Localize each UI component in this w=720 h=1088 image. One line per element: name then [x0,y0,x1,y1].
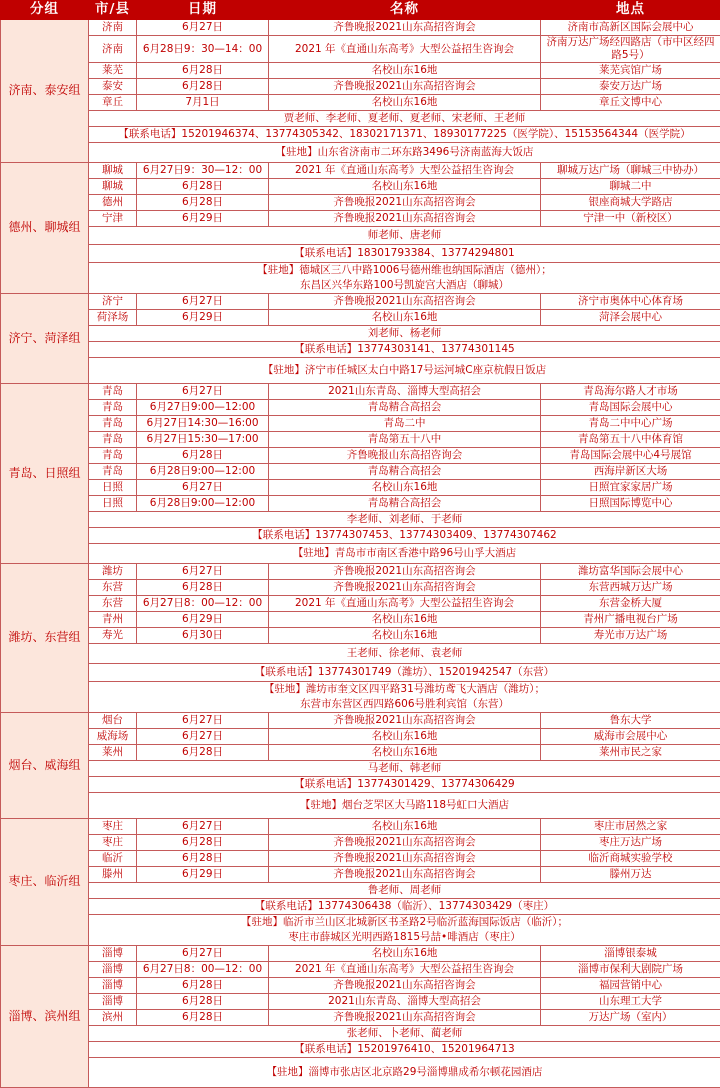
venue-cell: 临沂商城实验学校 [541,851,720,867]
table-row [1,310,720,326]
header-city: 市/县 [89,1,137,20]
phone-row [1,342,720,358]
contacts-row [1,761,720,777]
date-cell: 6月27日 [137,480,269,496]
venue-cell: 青岛国际会展中心4号展馆 [541,448,720,464]
header-group: 分组 [1,1,89,20]
event-name-cell: 齐鲁晚报2021山东高招咨询会 [269,978,541,994]
contact-phones: 【联系电话】13774307453、13774303409、13774307462 [89,528,720,544]
address-line: 东营市东营区西四路606号胜利宾馆（东营） [91,697,718,712]
city-cell: 聊城 [89,179,137,195]
group-name: 枣庄、临沂组 [1,819,89,946]
address-line: 【驻地】济宁市任城区太白中路17号运河城C座京杭假日饭店 [91,363,718,378]
date-cell: 6月29日 [137,310,269,326]
table-row [1,63,720,79]
event-name-cell: 青岛精合高招会 [269,464,541,480]
date-cell: 6月27日 [137,564,269,580]
header-date: 日期 [137,1,269,20]
event-name-cell: 齐鲁晚报2021山东高招咨询会 [269,580,541,596]
city-cell: 威海场 [89,729,137,745]
date-cell: 6月27日 [137,384,269,400]
table-row [1,95,720,111]
address-line: 【驻地】烟台芝罘区大马路118号虹口大酒店 [91,798,718,813]
schedule-body [1,20,720,1088]
table-row [1,580,720,596]
address-line: 东昌区兴华东路100号凯旋宫大酒店（聊城） [91,278,718,293]
city-cell: 德州 [89,195,137,211]
city-cell: 泰安 [89,79,137,95]
city-cell: 莱州 [89,745,137,761]
table-row [1,20,720,36]
date-cell: 7月1日 [137,95,269,111]
venue-cell: 东营金桥大厦 [541,596,720,612]
city-cell: 淄博 [89,946,137,962]
address-line: 【驻地】德城区三八中路1006号德州维也纳国际酒店（德州）； [91,263,718,278]
address [89,1058,720,1088]
event-name-cell: 齐鲁晚报2021山东高招咨询会 [269,211,541,227]
date-cell: 6月28日 [137,835,269,851]
venue-cell: 莱芜宾馆广场 [541,63,720,79]
group-name: 潍坊、东营组 [1,564,89,713]
venue-cell: 万达广场（室内） [541,1010,720,1026]
date-cell: 6月28日 [137,994,269,1010]
date-cell: 6月28日 [137,851,269,867]
venue-cell: 青岛第五十八中体育馆 [541,432,720,448]
date-cell: 6月28日 [137,195,269,211]
event-name-cell: 名校山东16地 [269,95,541,111]
venue-cell: 宁津一中（新校区） [541,211,720,227]
event-name-cell: 2021 年《直通山东高考》大型公益招生咨询会 [269,596,541,612]
address-line: 枣庄市薛城区光明西路1815号喆•啡酒店（枣庄） [91,930,718,945]
date-cell: 6月28日9:00—12:00 [137,464,269,480]
venue-cell: 日照宜家家居广场 [541,480,720,496]
city-cell: 日照 [89,480,137,496]
table-row [1,628,720,644]
venue-cell: 福园营销中心 [541,978,720,994]
teachers: 王老师、徐老师、袁老师 [89,644,720,664]
group-name: 青岛、日照组 [1,384,89,564]
table-row [1,496,720,512]
date-cell: 6月27日 [137,713,269,729]
contact-phones: 【联系电话】13774306438（临沂）、13774303429（枣庄） [89,899,720,915]
address [89,143,720,163]
date-cell: 6月29日 [137,612,269,628]
event-name-cell: 名校山东16地 [269,63,541,79]
venue-cell: 淄博银泰城 [541,946,720,962]
venue-cell: 鲁东大学 [541,713,720,729]
phone-row [1,528,720,544]
contacts-row [1,111,720,127]
table-row [1,835,720,851]
city-cell: 东营 [89,580,137,596]
date-cell: 6月28日 [137,63,269,79]
city-cell: 烟台 [89,713,137,729]
contact-phones: 【联系电话】15201976410、15201964713 [89,1042,720,1058]
city-cell: 青州 [89,612,137,628]
city-cell: 济宁 [89,294,137,310]
city-cell: 章丘 [89,95,137,111]
venue-cell: 青岛二中中心广场 [541,416,720,432]
venue-cell: 潍坊富华国际会展中心 [541,564,720,580]
table-row [1,978,720,994]
contacts-row [1,883,720,899]
table-row [1,1010,720,1026]
date-cell: 6月28日 [137,179,269,195]
table-row [1,400,720,416]
address-line: 【驻地】青岛市市南区香港中路96号山孚大酒店 [91,546,718,561]
table-row [1,596,720,612]
table-row [1,179,720,195]
event-name-cell: 青岛精合高招会 [269,496,541,512]
date-cell: 6月27日9:00—12:00 [137,400,269,416]
event-name-cell: 齐鲁晚报2021山东高招咨询会 [269,195,541,211]
table-row [1,480,720,496]
address-row [1,793,720,819]
address-row [1,143,720,163]
phone-row [1,1042,720,1058]
event-name-cell: 名校山东16地 [269,612,541,628]
date-cell: 6月27日 [137,20,269,36]
event-name-cell: 名校山东16地 [269,819,541,835]
event-name-cell: 青岛二中 [269,416,541,432]
venue-cell: 莱州市民之家 [541,745,720,761]
city-cell: 寿光 [89,628,137,644]
venue-cell: 青州广播电视台广场 [541,612,720,628]
venue-cell: 枣庄市居然之家 [541,819,720,835]
table-row [1,416,720,432]
contact-phones: 【联系电话】13774303141、13774301145 [89,342,720,358]
city-cell: 宁津 [89,211,137,227]
contact-phones: 【联系电话】18301793384、13774294801 [89,245,720,263]
table-row [1,195,720,211]
city-cell: 枣庄 [89,835,137,851]
date-cell: 6月28日 [137,745,269,761]
address-row [1,682,720,713]
date-cell: 6月27日15:30—17:00 [137,432,269,448]
event-name-cell: 齐鲁晚报2021山东高招咨询会 [269,20,541,36]
contacts-row [1,1026,720,1042]
venue-cell: 济南市高新区国际会展中心 [541,20,720,36]
venue-cell: 威海市会展中心 [541,729,720,745]
event-name-cell: 2021 年《直通山东高考》大型公益招生咨询会 [269,36,541,63]
event-name-cell: 名校山东16地 [269,628,541,644]
date-cell: 6月28日9:00—12:00 [137,496,269,512]
table-row [1,294,720,310]
group-name: 济宁、菏泽组 [1,294,89,384]
city-cell: 青岛 [89,432,137,448]
phone-row [1,127,720,143]
venue-cell: 日照国际博览中心 [541,496,720,512]
date-cell: 6月27日14:30—16:00 [137,416,269,432]
venue-cell: 西海岸新区大场 [541,464,720,480]
address-row [1,544,720,564]
event-name-cell: 名校山东16地 [269,310,541,326]
contacts-row [1,227,720,245]
city-cell: 东营 [89,596,137,612]
event-name-cell: 2021山东青岛、淄博大型高招会 [269,384,541,400]
contact-phones: 【联系电话】15201946374、13774305342、18302171371、18930177225（医学院）、15153564344（医学院） [89,127,720,143]
table-row [1,36,720,63]
teachers: 马老师、韩老师 [89,761,720,777]
date-cell: 6月29日 [137,211,269,227]
table-row [1,384,720,400]
address-line: 【驻地】淄博市张店区北京路29号淄博鼎成希尔顿花园酒店 [91,1065,718,1080]
event-name-cell: 齐鲁晚报2021山东高招咨询会 [269,713,541,729]
table-row [1,448,720,464]
event-name-cell: 2021 年《直通山东高考》大型公益招生咨询会 [269,163,541,179]
event-name-cell: 齐鲁晚报2021山东高招咨询会 [269,835,541,851]
teachers: 李老师、刘老师、于老师 [89,512,720,528]
table-row [1,745,720,761]
city-cell: 济南 [89,20,137,36]
table-row [1,994,720,1010]
venue-cell: 滕州万达 [541,867,720,883]
date-cell: 6月27日8：00—12：00 [137,596,269,612]
date-cell: 6月27日 [137,294,269,310]
address-line: 【驻地】临沂市兰山区北城新区书圣路2号临沂蓝海国际饭店（临沂）； [91,915,718,930]
date-cell: 6月28日9：30—14：00 [137,36,269,63]
event-name-cell: 2021 年《直通山东高考》大型公益招生咨询会 [269,962,541,978]
event-name-cell: 名校山东16地 [269,946,541,962]
venue-cell: 泰安万达广场 [541,79,720,95]
city-cell: 日照 [89,496,137,512]
event-name-cell: 名校山东16地 [269,745,541,761]
teachers: 刘老师、杨老师 [89,326,720,342]
event-name-cell: 2021山东青岛、淄博大型高招会 [269,994,541,1010]
phone-row [1,664,720,682]
table-row [1,729,720,745]
city-cell: 淄博 [89,962,137,978]
table-row [1,79,720,95]
contact-phones: 【联系电话】13774301429、13774306429 [89,777,720,793]
event-name-cell: 齐鲁晚报2021山东高招咨询会 [269,79,541,95]
venue-cell: 山东理工大学 [541,994,720,1010]
city-cell: 临沂 [89,851,137,867]
venue-cell: 章丘文博中心 [541,95,720,111]
venue-cell: 济南万达广场经四路店（市中区经四路5号） [541,36,720,63]
date-cell: 6月28日 [137,978,269,994]
city-cell: 淄博 [89,978,137,994]
header-location: 地点 [541,1,720,20]
venue-cell: 聊城二中 [541,179,720,195]
date-cell: 6月27日 [137,729,269,745]
address [89,793,720,819]
address [89,263,720,294]
event-name-cell: 齐鲁晚报2021山东高招咨询会 [269,294,541,310]
table-row [1,946,720,962]
teachers: 鲁老师、周老师 [89,883,720,899]
table-row [1,612,720,628]
date-cell: 6月28日 [137,448,269,464]
event-name-cell: 齐鲁晚报2021山东高招咨询会 [269,564,541,580]
event-name-cell: 齐鲁晚报2021山东高招咨询会 [269,851,541,867]
table-row [1,211,720,227]
contact-phones: 【联系电话】13774301749（潍坊）、15201942547（东营） [89,664,720,682]
city-cell: 青岛 [89,416,137,432]
event-name-cell: 名校山东16地 [269,729,541,745]
group-name: 济南、泰安组 [1,20,89,163]
date-cell: 6月27日 [137,819,269,835]
header-name: 名称 [269,1,541,20]
address [89,915,720,946]
city-cell: 滕州 [89,867,137,883]
venue-cell: 东营西城万达广场 [541,580,720,596]
phone-row [1,245,720,263]
phone-row [1,777,720,793]
teachers: 师老师、唐老师 [89,227,720,245]
group-name: 烟台、威海组 [1,713,89,819]
teachers: 张老师、卜老师、蔺老师 [89,1026,720,1042]
event-name-cell: 齐鲁晚报2021山东高招咨询会 [269,867,541,883]
contacts-row [1,644,720,664]
date-cell: 6月30日 [137,628,269,644]
address-line: 【驻地】潍坊市奎文区四平路31号潍坊鸢飞大酒店（潍坊）； [91,682,718,697]
teachers: 贾老师、李老师、夏老师、夏老师、宋老师、王老师 [89,111,720,127]
venue-cell: 菏泽会展中心 [541,310,720,326]
address-row [1,915,720,946]
table-row [1,464,720,480]
date-cell: 6月27日8：00—12：00 [137,962,269,978]
address-row [1,358,720,384]
group-name: 德州、聊城组 [1,163,89,294]
table-row [1,962,720,978]
event-name-cell: 名校山东16地 [269,179,541,195]
address [89,682,720,713]
date-cell: 6月27日9：30—12：00 [137,163,269,179]
phone-row [1,899,720,915]
venue-cell: 青岛海尔路人才市场 [541,384,720,400]
venue-cell: 寿光市万达广场 [541,628,720,644]
table-row [1,713,720,729]
venue-cell: 青岛国际会展中心 [541,400,720,416]
date-cell: 6月29日 [137,867,269,883]
venue-cell: 聊城万达广场（聊城三中协办） [541,163,720,179]
city-cell: 淄博 [89,994,137,1010]
contacts-row [1,326,720,342]
venue-cell: 济宁市奥体中心体育场 [541,294,720,310]
table-row [1,564,720,580]
date-cell: 6月28日 [137,1010,269,1026]
date-cell: 6月28日 [137,580,269,596]
event-name-cell: 齐鲁晚报山东高招咨询会 [269,448,541,464]
venue-cell: 银座商城大学路店 [541,195,720,211]
date-cell: 6月28日 [137,79,269,95]
venue-cell: 淄博市保利大剧院广场 [541,962,720,978]
city-cell: 滨州 [89,1010,137,1026]
event-name-cell: 名校山东16地 [269,480,541,496]
table-row [1,851,720,867]
city-cell: 青岛 [89,384,137,400]
city-cell: 青岛 [89,400,137,416]
event-name-cell: 齐鲁晚报2021山东高招咨询会 [269,1010,541,1026]
address [89,544,720,564]
city-cell: 青岛 [89,464,137,480]
address-row [1,263,720,294]
header-row [1,1,720,20]
table-row [1,163,720,179]
city-cell: 枣庄 [89,819,137,835]
table-row [1,819,720,835]
table-row [1,432,720,448]
venue-cell: 枣庄万达广场 [541,835,720,851]
city-cell: 聊城 [89,163,137,179]
table-row [1,867,720,883]
group-name: 淄博、滨州组 [1,946,89,1088]
contacts-row [1,512,720,528]
city-cell: 潍坊 [89,564,137,580]
city-cell: 济南 [89,36,137,63]
date-cell: 6月27日 [137,946,269,962]
address-row [1,1058,720,1088]
city-cell: 莱芜 [89,63,137,79]
address-line: 【驻地】山东省济南市二环东路3496号济南蓝海大饭店 [91,145,718,160]
city-cell: 荷泽场 [89,310,137,326]
event-name-cell: 青岛精合高招会 [269,400,541,416]
event-name-cell: 青岛第五十八中 [269,432,541,448]
city-cell: 青岛 [89,448,137,464]
address [89,358,720,384]
